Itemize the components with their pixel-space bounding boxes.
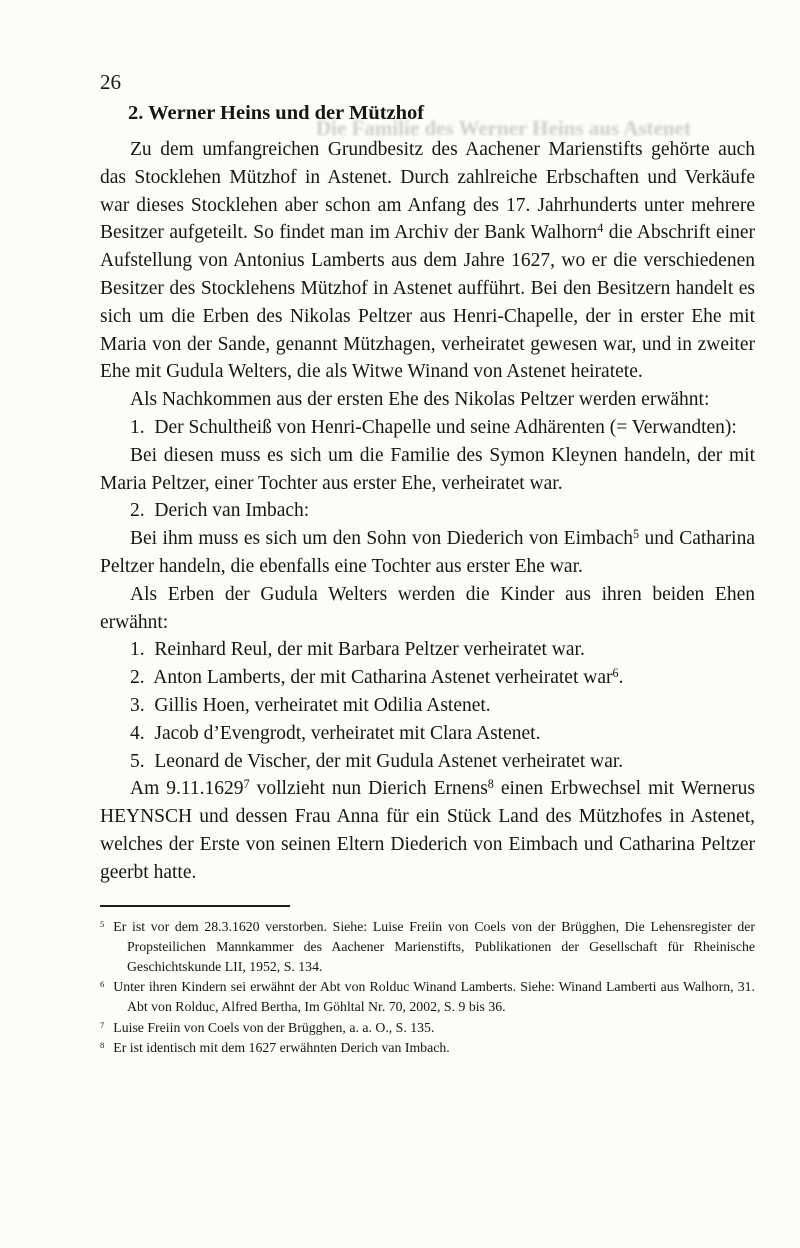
footnote [100, 917, 755, 978]
page-number: 26 [100, 70, 121, 94]
list-item: 4. Jacob d’Evengrodt, verheiratet mit Clara Astenet. [130, 722, 541, 744]
footnote [100, 977, 755, 1017]
footnote-text: Er ist vor dem 28.3.1620 verstorben. Siehe: Luise Freiin von Coels von der Brügghen, Die Lehensregister der Propsteilichen Mannkammer des Aachener Marienstifts, Publikationen der Gesellschaft für Rheinische Geschichtskunde LII, 1952, S. 134. [113, 918, 755, 974]
footnote [100, 1018, 755, 1038]
bleedthrough-text: Die Familie des Werner Heins aus Astenet [316, 116, 691, 140]
footnote-text: Er ist identisch mit dem 1627 erwähnten Derich van Imbach. [113, 1039, 450, 1055]
footnote-marker: 7 [100, 1019, 105, 1030]
list-item: 3. Gillis Hoen, verheiratet mit Odilia Astenet. [130, 694, 491, 716]
list-item: 1. Der Schultheiß von Henri-Chapelle und seine Adhärenten (= Verwandten): [130, 416, 737, 438]
list-item: 2. Derich van Imbach: [130, 500, 310, 522]
footnote-marker: 6 [100, 979, 105, 990]
paragraph: Als Erben der Gudula Welters werden die Kinder aus ihren beiden Ehen erwähnt: [100, 583, 755, 633]
list-item: 2. Anton Lamberts, der mit Catharina Astenet verheiratet war$^6$. [130, 665, 624, 689]
section-heading: 2. Werner Heins und der Mützhof [128, 102, 425, 124]
footnote-marker: 5 [100, 918, 105, 929]
footnote-separator [100, 905, 290, 907]
list-item: 5. Leonard de Vischer, der mit Gudula Astenet verheiratet war. [130, 750, 624, 772]
footnote-text: Unter ihren Kindern sei erwähnt der Abt von Rolduc Winand Lamberts. Siehe: Winand Lamberti aus Walhorn, 31. Abt von Rolduc, Alfred Bertha, Im Göhltal Nr. 70, 2002, S. 9 bis 36. [113, 979, 755, 1015]
paragraph: Bei ihm muss es sich um den Sohn von Diederich von Eimbach$^5$ und Catharina Peltzer handeln, die ebenfalls eine Tochter aus erster Ehe war. [100, 526, 756, 577]
list-item: 1. Reinhard Reul, der mit Barbara Peltzer verheiratet war. [130, 639, 585, 661]
paragraph: Bei diesen muss es sich um die Familie des Symon Kleynen handeln, der mit Maria Peltzer, einer Tochter aus erster Ehe, verheiratet war. [100, 444, 755, 494]
footnotes [100, 917, 755, 1058]
paragraph: Als Nachkommen aus der ersten Ehe des Nikolas Peltzer werden erwähnt: [130, 389, 710, 411]
footnote-text: Luise Freiin von Coels von der Brügghen, a. a. O., S. 135. [113, 1019, 435, 1035]
paragraph: Am 9.11.1629$^7$ vollzieht nun Dierich Ernens$^8$ einen Erbwechsel mit Wernerus HEYNSCH und dessen Frau Anna für ein Stück Land des Mützhofes in Astenet, welches der Erste von seinen Eltern Diederich von Eimbach und Catharina Peltzer geerbt hatte. [100, 776, 755, 883]
paragraph: Zu dem umfangreichen Grundbesitz des Aachener Marienstifts gehörte auch das Stocklehen Mützhof in Astenet. Durch zahlreiche Erbschaften und Verkäufe war dieses Stocklehen aber schon am Anfang des 17. Jahrhunderts unter mehrere Besitzer aufgeteilt. So findet man im Archiv der Bank Walhorn$^4$ die Abschrift einer Aufstellung von Antonius Lamberts aus dem Jahre 1627, wo er die verschiedenen Besitzer des Stocklehens Mützhof in Astenet aufführt. Bei den Besitzern handelt es sich um die Erben des Nikolas Peltzer aus Henri-Chapelle, der in erster Ehe mit Maria von der Sande, genannt Mützhagen, verheiratet gewesen war, und in zweiter Ehe mit Gudula Welters, die als Witwe Winand von Astenet heiratete. [100, 139, 755, 383]
footnote-marker: 8 [100, 1039, 105, 1050]
footnote [100, 1038, 755, 1058]
body-text [100, 136, 755, 887]
